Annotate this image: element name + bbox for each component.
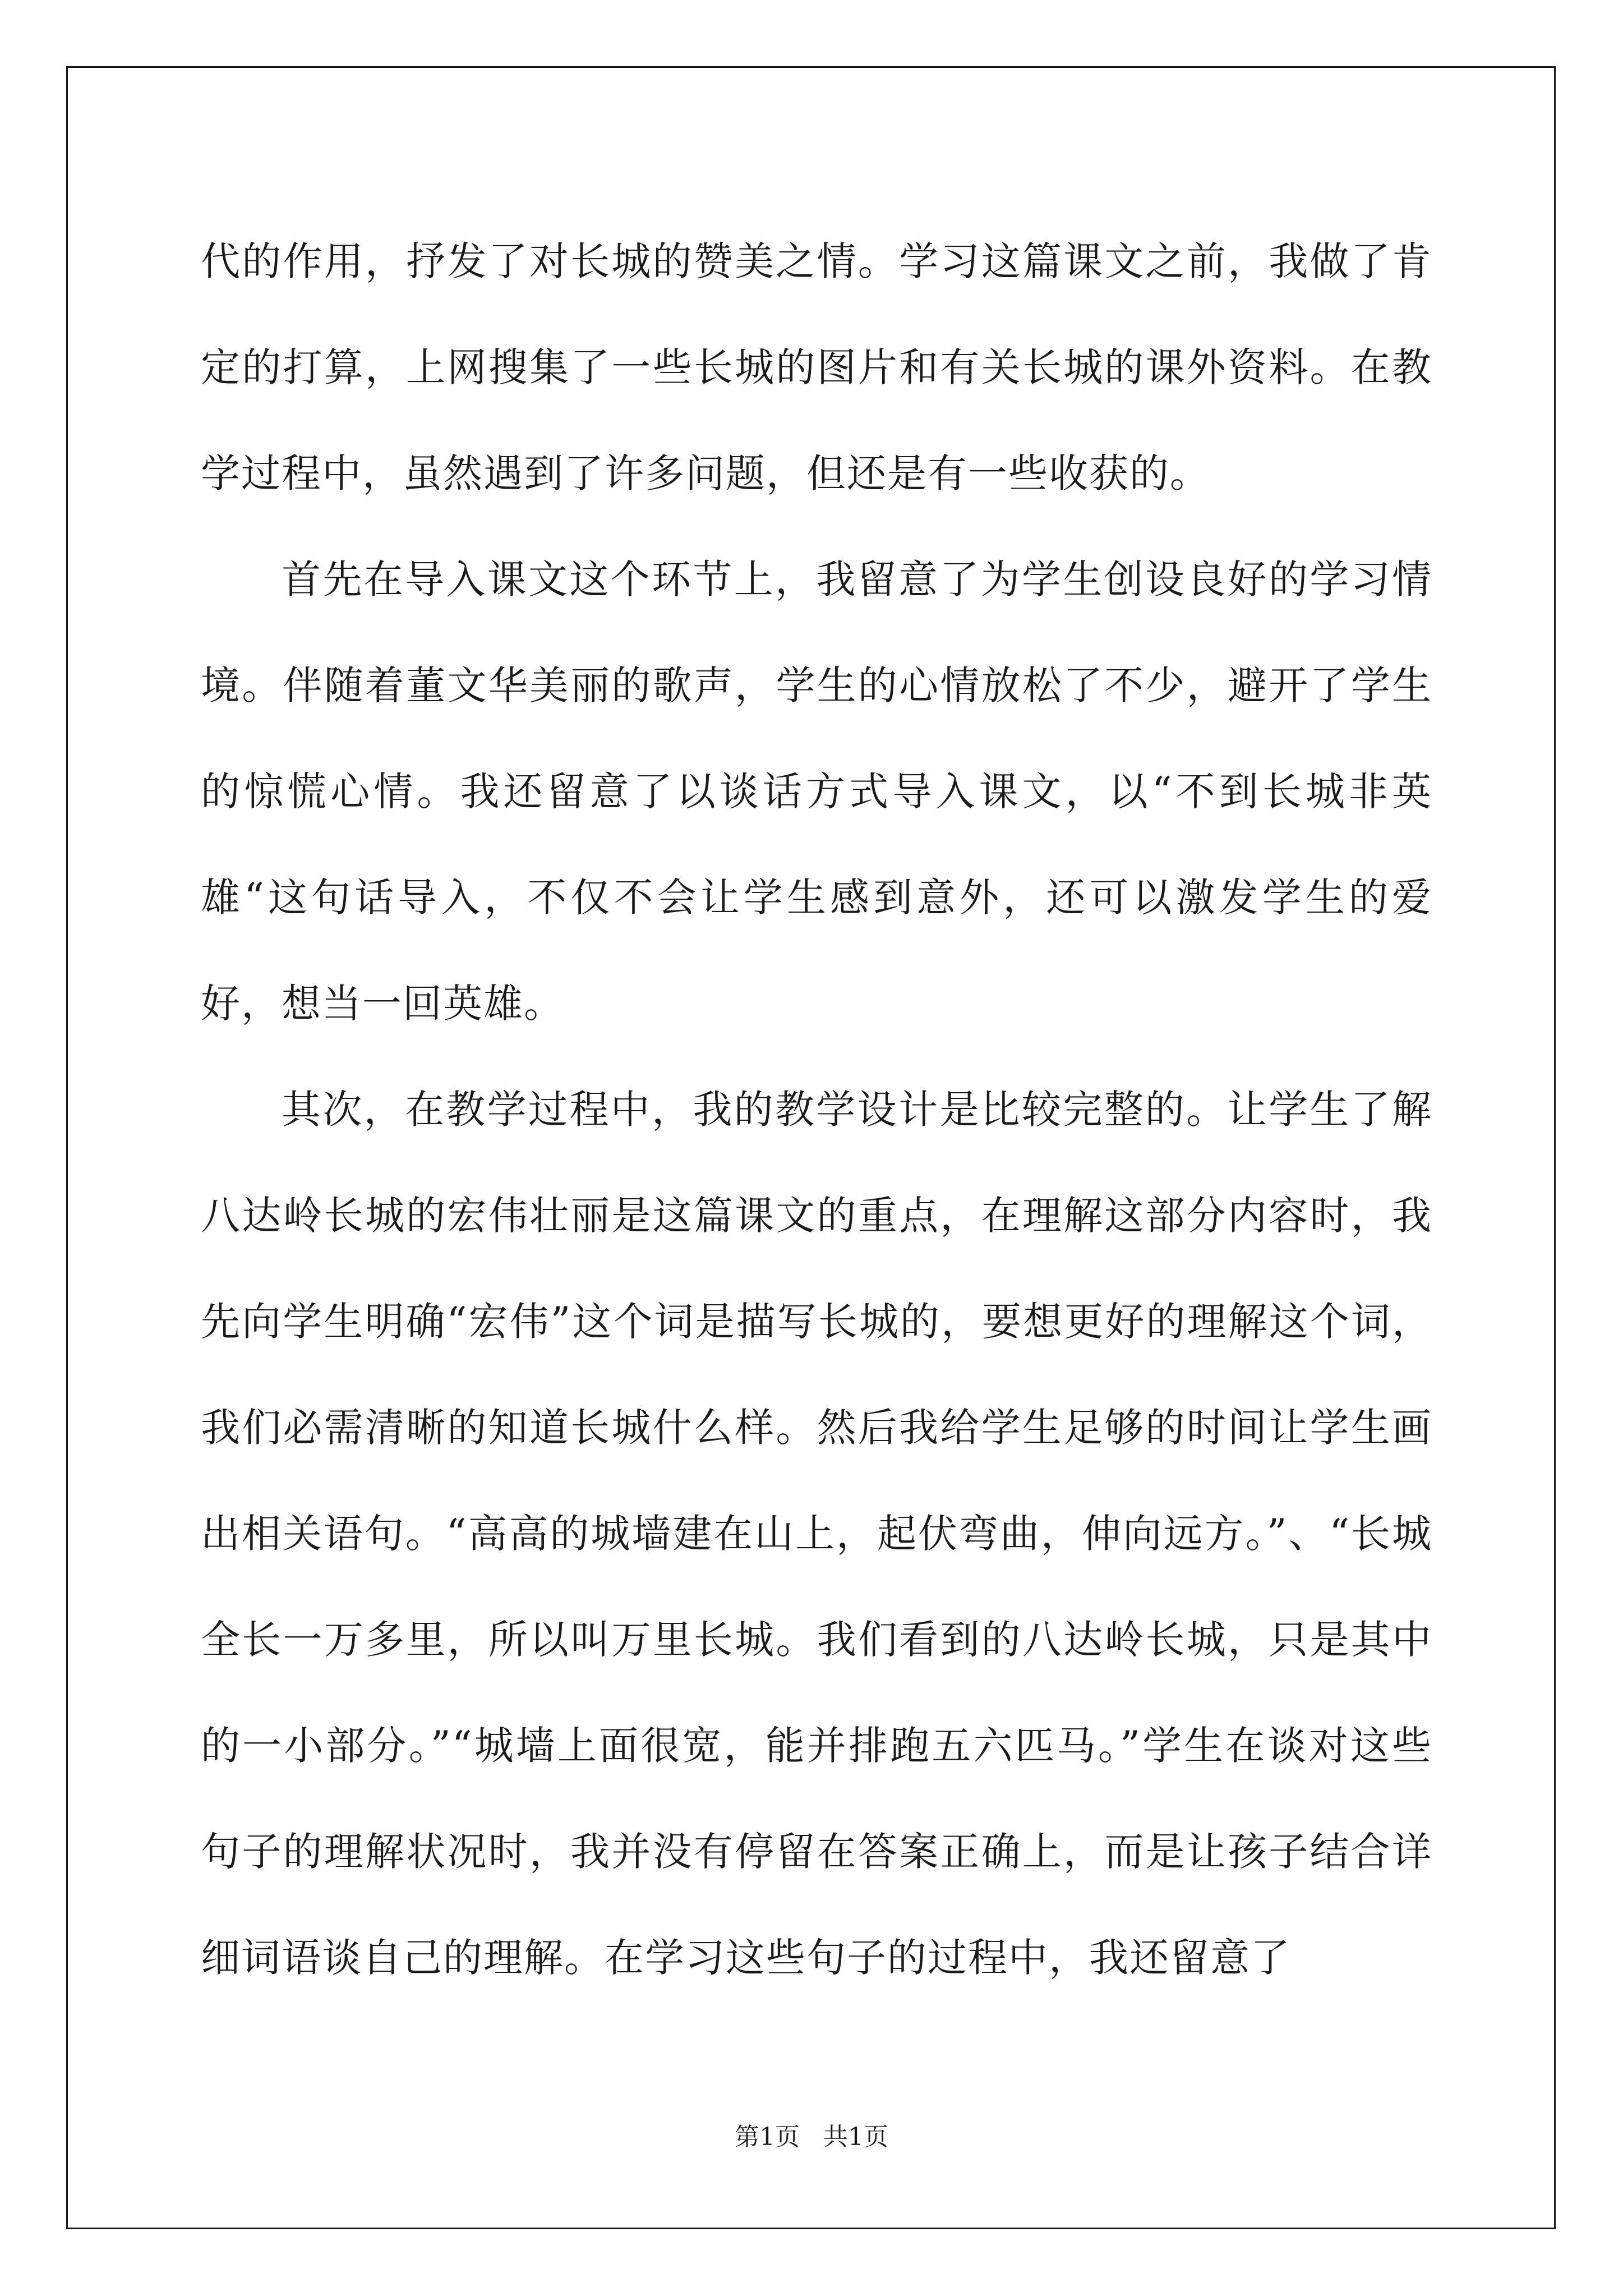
paragraph-2: 首先在导入课文这个环节上，我留意了为学生创设良好的学习情境。伴随着董文华美丽的歌声，学生的心情放松了不少，避开了学生的惊慌心情。我还留意了以谈话方式导入课文，以“不到长城非英雄“这句话导入，不仅不会让学生感到意外，还可以激发学生的爱好，想当一回英雄。	[201, 556, 1432, 1027]
paragraph-1: 代的作用，抒发了对长城的赞美之情。学习这篇课文之前，我做了肯定的打算，上网搜集了一些长城的图片和有关长城的课外资料。在教学过程中，虽然遇到了许多问题，但还是有一些收获的。	[201, 238, 1432, 496]
paragraph-3: 其次，在教学过程中，我的教学设计是比较完整的。让学生了解八达岭长城的宏伟壮丽是这篇课文的重点，在理解这部分内容时，我先向学生明确“宏伟”这个词是描写长城的，要想更好的理解这个词，我们必需清晰的知道长城什么样。然后我给学生足够的时间让学生画出相关语句。“高高的城墙建在山上，起伏弯曲，伸向远方。”、“长城全长一万多里，所以叫万里长城。我们看到的八达岭长城，只是其中的一小部分。”“城墙上面很宽，能并排跑五六匹马。”学生在谈对这些句子的理解状况时，我并没有停留在答案正确上，而是让孩子结合详细词语谈自己的理解。在学习这些句子的过程中，我还留意了	[201, 1087, 1432, 1981]
document-body	[201, 209, 1432, 2011]
page-number-footer: 第1页 共1页	[735, 2123, 888, 2151]
